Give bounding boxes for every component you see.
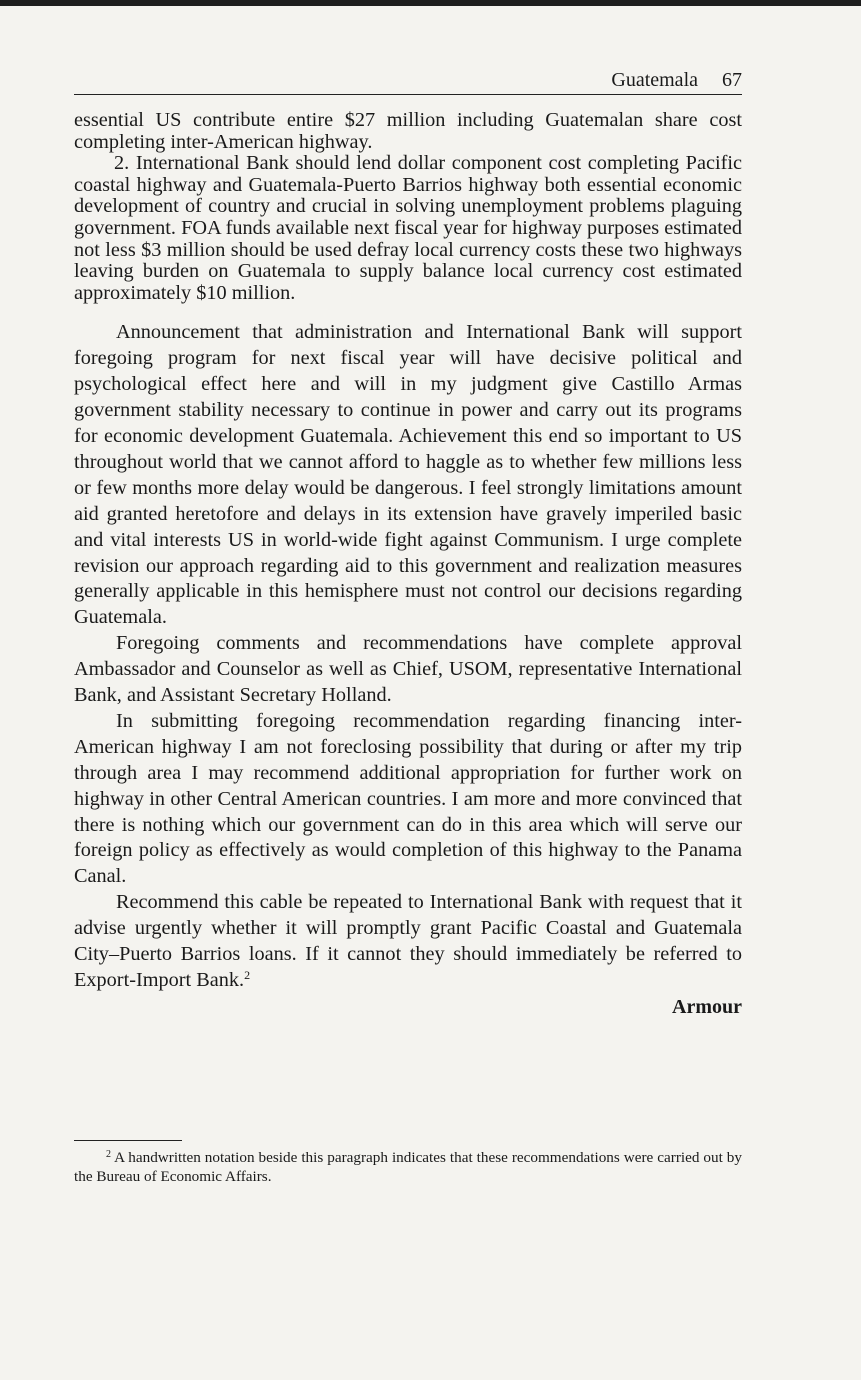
footnote-marker: 2	[106, 1149, 111, 1160]
page-top-border	[0, 0, 861, 6]
paragraph-recommend	[74, 890, 742, 994]
numbered-section	[74, 110, 742, 304]
main-paragraphs	[74, 320, 742, 1020]
footnote	[74, 1148, 742, 1186]
paragraph-highway: In submitting foregoing recommendation regarding financing inter-American highway I am not foreclosing possibility that during or after my trip through area I may recommend additional appropriation for further work on highway in other Central American countries. I am more and more convinced that there is nothing which our government can do in this area which will serve our foreign policy as effectively as would completion of this highway to the Panama Canal.	[74, 709, 742, 888]
paragraph-recommend-text: Recommend this cable be repeated to International Bank with request that it advise urgently whether it will promptly grant Pacific Coastal and Guatemala City–Puerto Barrios loans. If it cannot they should immediately be referred to Export-Import Bank.	[74, 891, 742, 991]
numbered-item-2: 2. International Bank should lend dollar component cost completing Pacific coastal highway and Guatemala-Puerto Barrios highway both essential economic development of country and crucial in solving unemployment problems plaguing government. FOA funds available next fiscal year for highway purposes estimated not less $3 million should be used defray local currency costs these two highways leaving burden on Guatemala to supply balance local currency cost estimated approximately $10 million.	[74, 152, 742, 304]
page-number: 67	[722, 69, 742, 91]
footnote-divider	[74, 1140, 182, 1141]
footnote-reference: 2	[244, 968, 251, 982]
continuation-paragraph: essential US contribute entire $27 million including Guatemalan share cost completing inter-American highway.	[74, 109, 742, 153]
signature: Armour	[672, 995, 742, 1018]
paragraph-announcement: Announcement that administration and International Bank will support foregoing program for next fiscal year will have decisive political and psychological effect here and will in my judgment give Castillo Armas government stability necessary to continue in power and carry out its programs for economic development Guatemala. Achievement this end so important to US throughout world that we cannot afford to haggle as to whether few millions less or few months more delay would be dangerous. I feel strongly limitations amount aid granted heretofore and delays in its extension have gravely imperiled basic and vital interests US in world-wide fight against Communism. I urge complete revision our approach regarding aid to this government and realization measures generally applicable in this hemisphere must not control our decisions regarding Guatemala.	[74, 321, 742, 629]
document-body	[74, 110, 742, 1020]
footnote-text: A handwritten notation beside this paragraph indicates that these recommendations were carried out by the Bureau of Economic Affairs.	[74, 1149, 742, 1185]
running-header	[74, 62, 742, 95]
header-country: Guatemala	[611, 69, 698, 91]
paragraph-approval: Foregoing comments and recommendations have complete approval Ambassador and Counselor as well as Chief, USOM, representative International Bank, and Assistant Secretary Holland.	[74, 632, 742, 707]
